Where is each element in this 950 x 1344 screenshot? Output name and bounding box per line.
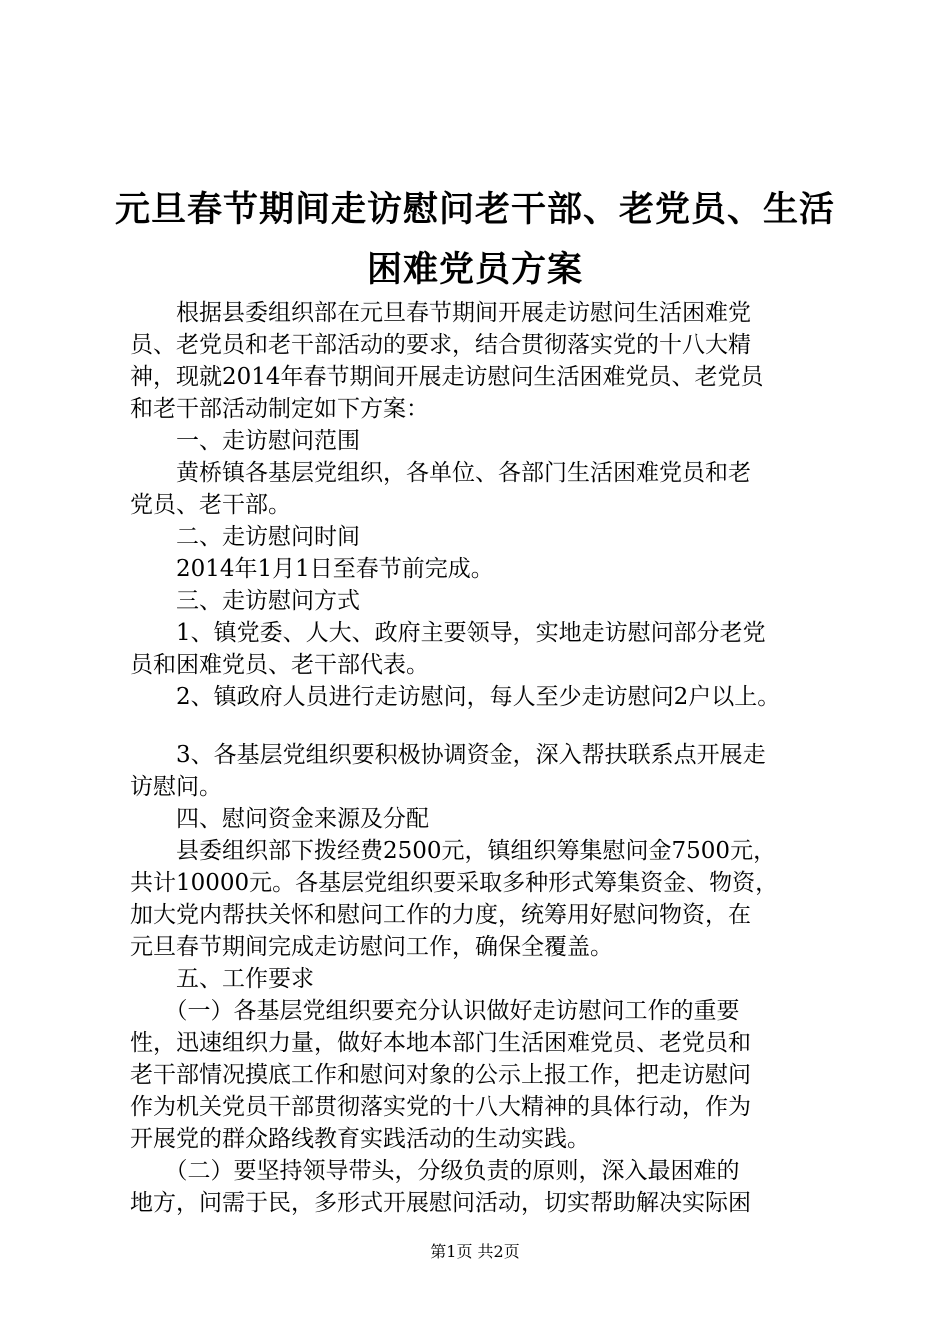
body-line: 党员、老干部。 <box>130 492 291 518</box>
body-line: 和老干部活动制定如下方案： <box>130 396 429 422</box>
body-line: 3、各基层党组织要积极协调资金，深入帮扶联系点开展走 <box>130 742 766 768</box>
section-heading: 一、走访慰问范围 <box>130 428 360 454</box>
body-line: 1、镇党委、人大、政府主要领导，实地走访慰问部分老党 <box>130 620 766 646</box>
document-title-line-2: 困难党员方案 <box>366 249 583 290</box>
body-line: 员、老党员和老干部活动的要求，结合贯彻落实党的十八大精 <box>130 332 751 358</box>
section-heading: 五、工作要求 <box>130 966 314 992</box>
body-line: （二）要坚持领导带头，分级负责的原则，深入最困难的 <box>130 1158 740 1184</box>
body-line: 访慰问。 <box>130 774 222 800</box>
body-line: 员和困难党员、老干部代表。 <box>130 652 429 678</box>
section-heading: 四、慰问资金来源及分配 <box>130 806 429 832</box>
body-line: 2014年1月1日至春节前完成。 <box>130 556 494 582</box>
body-line: 开展党的群众路线教育实践活动的生动实践。 <box>130 1126 590 1152</box>
page-footer: 第1页 共2页 <box>430 1242 520 1261</box>
body-line: 元旦春节期间完成走访慰问工作，确保全覆盖。 <box>130 934 613 960</box>
document-title-line-1: 元旦春节期间走访慰问老干部、老党员、生活 <box>114 189 835 230</box>
body-line: 地方，问需于民，多形式开展慰问活动，切实帮助解决实际困 <box>130 1190 751 1216</box>
body-line: （一）各基层党组织要充分认识做好走访慰问工作的重要 <box>130 998 740 1024</box>
body-line: 神，现就2014年春节期间开展走访慰问生活困难党员、老党员 <box>130 364 764 390</box>
body-line: 作为机关党员干部贯彻落实党的十八大精神的具体行动，作为 <box>130 1094 751 1120</box>
section-heading: 三、走访慰问方式 <box>130 588 360 614</box>
body-line: 性，迅速组织力量，做好本地本部门生活困难党员、老党员和 <box>130 1030 751 1056</box>
body-line: 2、镇政府人员进行走访慰问，每人至少走访慰问2户以上。 <box>130 684 781 710</box>
body-line: 共计10000元。各基层党组织要采取多种形式筹集资金、物资， <box>130 870 779 896</box>
body-line: 老干部情况摸底工作和慰问对象的公示上报工作，把走访慰问 <box>130 1062 751 1088</box>
body-line: 县委组织部下拨经费2500元，镇组织筹集慰问金7500元， <box>130 838 777 864</box>
body-line: 根据县委组织部在元旦春节期间开展走访慰问生活困难党 <box>130 300 751 326</box>
section-heading: 二、走访慰问时间 <box>130 524 360 550</box>
body-line: 黄桥镇各基层党组织，各单位、各部门生活困难党员和老 <box>130 460 751 486</box>
body-line: 加大党内帮扶关怀和慰问工作的力度，统筹用好慰问物资，在 <box>130 902 751 928</box>
